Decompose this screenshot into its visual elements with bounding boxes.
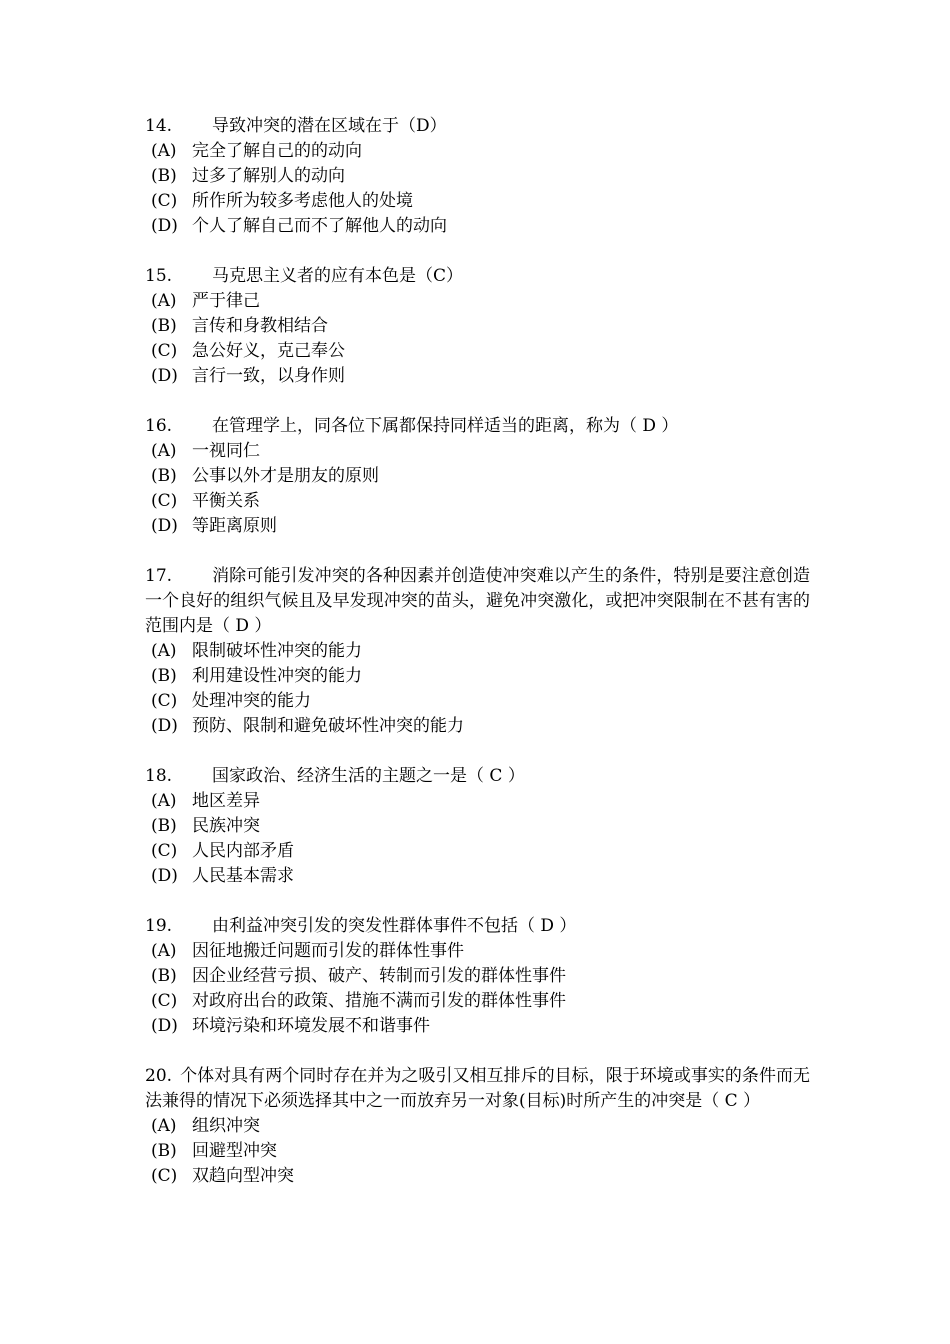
option-letter: (C) (151, 691, 178, 711)
option-letter: (B) (151, 816, 177, 836)
option-text: 等距离原则 (192, 516, 277, 536)
option-c (145, 489, 810, 514)
option-letter: (B) (151, 666, 177, 686)
question-19 (145, 914, 810, 1039)
option-letter: (D) (151, 516, 178, 536)
option-a (145, 789, 810, 814)
question-number: 17. (145, 566, 173, 586)
option-text: 因企业经营亏损、破产、转制而引发的群体性事件 (192, 966, 566, 986)
question-stem (145, 1064, 810, 1114)
option-text: 预防、限制和避免破坏性冲突的能力 (192, 716, 464, 736)
question-text: 在管理学上，同各位下属都保持同样适当的距离，称为（ D ） (212, 416, 679, 436)
document-page (145, 114, 810, 1214)
option-text: 公事以外才是朋友的原则 (192, 466, 379, 486)
question-stem (145, 564, 810, 639)
question-number: 18. (145, 766, 173, 786)
option-d (145, 364, 810, 389)
question-stem (145, 414, 810, 439)
option-c (145, 839, 810, 864)
option-letter: (D) (151, 866, 178, 886)
option-text: 个人了解自己而不了解他人的动向 (192, 216, 447, 236)
option-b (145, 664, 810, 689)
option-letter: (C) (151, 841, 178, 861)
option-a (145, 639, 810, 664)
option-text: 组织冲突 (192, 1116, 260, 1136)
question-stem (145, 264, 810, 289)
option-text: 言传和身教相结合 (192, 316, 328, 336)
question-20 (145, 1064, 810, 1189)
question-text: 导致冲突的潜在区域在于（D） (212, 116, 447, 136)
option-letter: (B) (151, 166, 177, 186)
option-text: 急公好义，克己奉公 (192, 341, 345, 361)
option-text: 人民内部矛盾 (192, 841, 294, 861)
option-letter: (B) (151, 466, 177, 486)
option-d (145, 514, 810, 539)
option-c (145, 989, 810, 1014)
option-b (145, 464, 810, 489)
option-letter: (D) (151, 366, 178, 386)
question-14 (145, 114, 810, 239)
option-letter: (C) (151, 491, 178, 511)
option-text: 地区差异 (192, 791, 260, 811)
option-letter: (D) (151, 216, 178, 236)
option-b (145, 814, 810, 839)
question-number: 15. (145, 266, 173, 286)
option-text: 限制破坏性冲突的能力 (192, 641, 362, 661)
option-a (145, 939, 810, 964)
option-letter: (A) (151, 641, 177, 661)
option-text: 处理冲突的能力 (192, 691, 311, 711)
option-letter: (C) (151, 1166, 178, 1186)
option-d (145, 714, 810, 739)
question-text: 由利益冲突引发的突发性群体事件不包括（ D ） (212, 916, 577, 936)
option-letter: (D) (151, 1016, 178, 1036)
question-number: 19. (145, 916, 173, 936)
option-c (145, 689, 810, 714)
question-number: 14. (145, 116, 173, 136)
question-text: 个体对具有两个同时存在并为之吸引又相互排斥的目标，限于环境或事实的条件而无法兼得的情况下必须选择其中之一而放弃另一对象(目标)时所产生的冲突是（ C ） (145, 1066, 810, 1111)
option-b (145, 314, 810, 339)
option-letter: (B) (151, 966, 177, 986)
question-text: 马克思主义者的应有本色是（C） (212, 266, 464, 286)
option-text: 回避型冲突 (192, 1141, 277, 1161)
option-text: 严于律己 (192, 291, 260, 311)
option-letter: (A) (151, 291, 177, 311)
option-text: 所作所为较多考虑他人的处境 (192, 191, 413, 211)
option-letter: (A) (151, 141, 177, 161)
option-letter: (D) (151, 716, 178, 736)
option-text: 一视同仁 (192, 441, 260, 461)
option-b (145, 964, 810, 989)
option-d (145, 1014, 810, 1039)
option-d (145, 864, 810, 889)
option-c (145, 1164, 810, 1189)
question-15 (145, 264, 810, 389)
option-text: 民族冲突 (192, 816, 260, 836)
option-text: 人民基本需求 (192, 866, 294, 886)
option-a (145, 439, 810, 464)
option-text: 双趋向型冲突 (192, 1166, 294, 1186)
question-18 (145, 764, 810, 889)
question-stem (145, 114, 810, 139)
option-a (145, 289, 810, 314)
option-text: 因征地搬迁问题而引发的群体性事件 (192, 941, 464, 961)
question-17 (145, 564, 810, 739)
option-text: 言行一致，以身作则 (192, 366, 345, 386)
option-text: 对政府出台的政策、措施不满而引发的群体性事件 (192, 991, 566, 1011)
question-16 (145, 414, 810, 539)
option-letter: (A) (151, 1116, 177, 1136)
option-c (145, 189, 810, 214)
question-stem (145, 764, 810, 789)
option-letter: (C) (151, 991, 178, 1011)
option-text: 利用建设性冲突的能力 (192, 666, 362, 686)
option-letter: (C) (151, 191, 178, 211)
option-text: 环境污染和环境发展不和谐事件 (192, 1016, 430, 1036)
option-letter: (B) (151, 316, 177, 336)
option-c (145, 339, 810, 364)
option-letter: (A) (151, 791, 177, 811)
option-d (145, 214, 810, 239)
option-letter: (B) (151, 1141, 177, 1161)
question-stem (145, 914, 810, 939)
question-number: 16. (145, 416, 173, 436)
option-b (145, 1139, 810, 1164)
option-letter: (A) (151, 941, 177, 961)
option-a (145, 1114, 810, 1139)
option-letter: (C) (151, 341, 178, 361)
question-text: 国家政治、经济生活的主题之一是（ C ） (212, 766, 525, 786)
option-a (145, 139, 810, 164)
option-text: 平衡关系 (192, 491, 260, 511)
option-b (145, 164, 810, 189)
question-number: 20. (145, 1066, 173, 1086)
option-letter: (A) (151, 441, 177, 461)
option-text: 完全了解自己的的动向 (192, 141, 362, 161)
question-text: 消除可能引发冲突的各种因素并创造使冲突难以产生的条件，特别是要注意创造一个良好的组织气候且及早发现冲突的苗头，避免冲突激化，或把冲突限制在不甚有害的范围内是（ D ） (145, 566, 810, 636)
option-text: 过多了解别人的动向 (192, 166, 345, 186)
